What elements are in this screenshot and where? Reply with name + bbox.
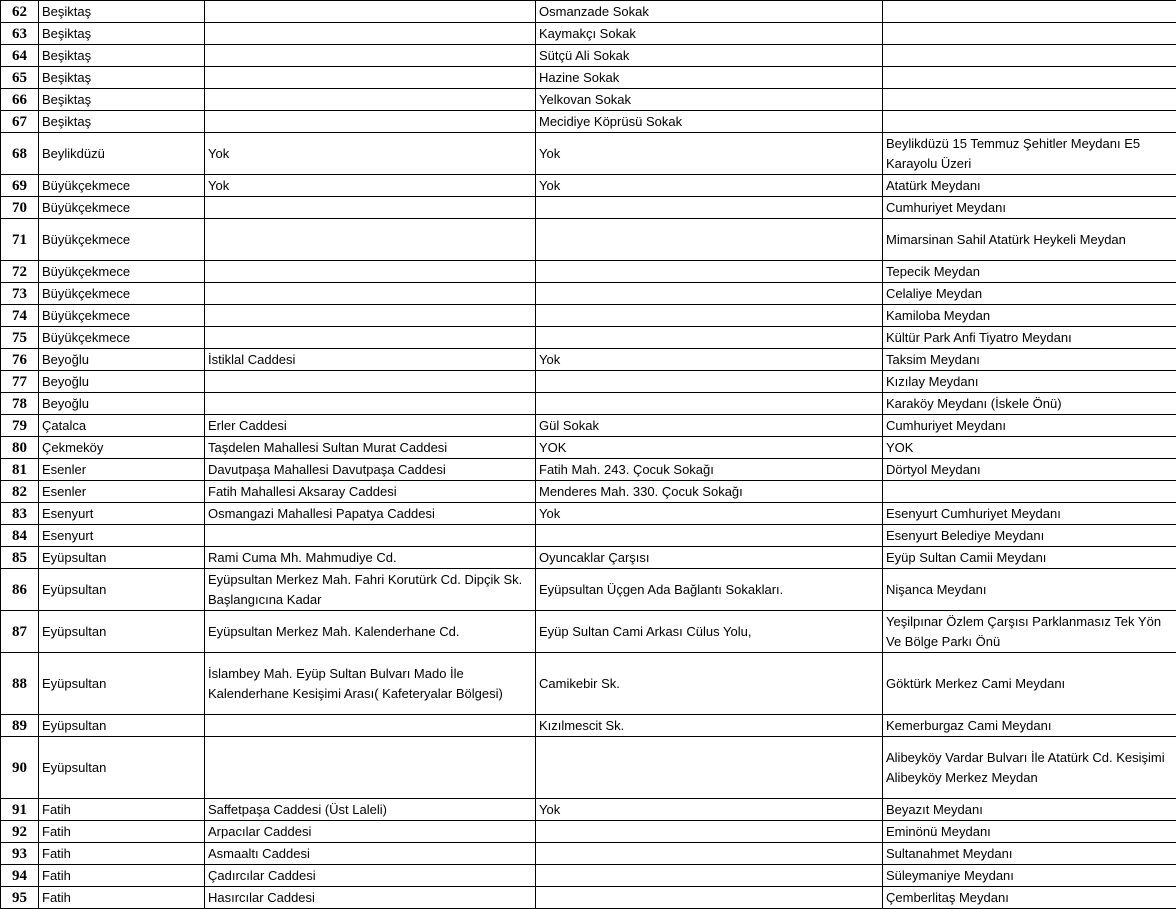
sokak-cell [536,737,883,799]
sokak-cell: YOK [536,437,883,459]
sokak-cell [536,197,883,219]
street-cell [205,23,536,45]
meydan-cell: Çemberlitaş Meydanı [883,887,1176,909]
district-cell: Çatalca [39,415,205,437]
meydan-cell: Esenyurt Cumhuriyet Meydanı [883,503,1176,525]
row-number: 62 [1,1,39,23]
row-number: 70 [1,197,39,219]
row-number: 69 [1,175,39,197]
row-number: 93 [1,843,39,865]
meydan-cell: Taksim Meydanı [883,349,1176,371]
table-row [1,799,1176,821]
street-cell: Eyüpsultan Merkez Mah. Fahri Korutürk Cd. Dipçik Sk. Başlangıcına Kadar [205,569,536,611]
row-number: 81 [1,459,39,481]
table-row [1,327,1176,349]
table-row [1,393,1176,415]
street-cell [205,715,536,737]
sokak-cell: Yok [536,175,883,197]
street-cell [205,283,536,305]
sokak-cell: Yok [536,133,883,175]
table-row [1,111,1176,133]
sokak-cell: Kızılmescit Sk. [536,715,883,737]
street-cell: Arpacılar Caddesi [205,821,536,843]
meydan-cell: Süleymaniye Meydanı [883,865,1176,887]
row-number: 77 [1,371,39,393]
row-number: 79 [1,415,39,437]
sokak-cell [536,219,883,261]
district-cell: Fatih [39,821,205,843]
sokak-cell: Hazine Sokak [536,67,883,89]
meydan-cell: Dörtyol Meydanı [883,459,1176,481]
table-row [1,437,1176,459]
table-row [1,653,1176,715]
table-row [1,261,1176,283]
district-cell: Beşiktaş [39,23,205,45]
row-number: 68 [1,133,39,175]
row-number: 86 [1,569,39,611]
meydan-cell: Sultanahmet Meydanı [883,843,1176,865]
row-number: 85 [1,547,39,569]
street-cell: Yok [205,133,536,175]
row-number: 65 [1,67,39,89]
street-cell [205,67,536,89]
meydan-cell [883,481,1176,503]
district-cell: Esenler [39,481,205,503]
meydan-cell [883,23,1176,45]
sokak-cell [536,305,883,327]
sokak-cell: Oyuncaklar Çarşısı [536,547,883,569]
meydan-cell: Cumhuriyet Meydanı [883,415,1176,437]
table-row [1,459,1176,481]
meydan-cell: Kızılay Meydanı [883,371,1176,393]
meydan-cell: Alibeyköy Vardar Bulvarı İle Atatürk Cd. Kesişimi Alibeyköy Merkez Meydan [883,737,1176,799]
row-number: 75 [1,327,39,349]
meydan-cell: Eminönü Meydanı [883,821,1176,843]
meydan-cell: Kamiloba Meydan [883,305,1176,327]
sokak-cell: Kaymakçı Sokak [536,23,883,45]
meydan-cell: Mimarsinan Sahil Atatürk Heykeli Meydan [883,219,1176,261]
street-cell: Osmangazi Mahallesi Papatya Caddesi [205,503,536,525]
row-number: 90 [1,737,39,799]
table-row [1,865,1176,887]
row-number: 67 [1,111,39,133]
table-row [1,843,1176,865]
sokak-cell [536,525,883,547]
street-cell [205,393,536,415]
district-cell: Esenler [39,459,205,481]
table-row [1,349,1176,371]
table-row [1,569,1176,611]
street-cell [205,327,536,349]
table-row [1,525,1176,547]
street-cell: Davutpaşa Mahallesi Davutpaşa Caddesi [205,459,536,481]
sokak-cell [536,821,883,843]
sokak-cell: Yok [536,503,883,525]
street-cell [205,111,536,133]
sokak-cell: Sütçü Ali Sokak [536,45,883,67]
sokak-cell [536,371,883,393]
street-cell: Hasırcılar Caddesi [205,887,536,909]
district-cell: Beşiktaş [39,45,205,67]
district-cell: Beşiktaş [39,111,205,133]
district-cell: Eyüpsultan [39,653,205,715]
street-cell: Fatih Mahallesi Aksaray Caddesi [205,481,536,503]
sokak-cell [536,393,883,415]
street-cell: Yok [205,175,536,197]
row-number: 88 [1,653,39,715]
table-body [1,1,1176,909]
district-cell: Beyoğlu [39,371,205,393]
sokak-cell [536,865,883,887]
table-row [1,481,1176,503]
table-row [1,219,1176,261]
row-number: 71 [1,219,39,261]
row-number: 76 [1,349,39,371]
street-cell [205,89,536,111]
table-row [1,737,1176,799]
row-number: 91 [1,799,39,821]
district-cell: Çekmeköy [39,437,205,459]
district-cell: Beşiktaş [39,89,205,111]
district-cell: Eyüpsultan [39,715,205,737]
sokak-cell [536,327,883,349]
meydan-cell: Yeşilpınar Özlem Çarşısı Parklanmasız Tek Yön Ve Bölge Parkı Önü [883,611,1176,653]
district-cell: Eyüpsultan [39,611,205,653]
street-cell: Taşdelen Mahallesi Sultan Murat Caddesi [205,437,536,459]
district-cell: Büyükçekmece [39,283,205,305]
meydan-cell [883,45,1176,67]
street-cell [205,371,536,393]
meydan-cell: Atatürk Meydanı [883,175,1176,197]
meydan-cell: Karaköy Meydanı (İskele Önü) [883,393,1176,415]
street-cell: Çadırcılar Caddesi [205,865,536,887]
district-cell: Esenyurt [39,503,205,525]
district-cell: Eyüpsultan [39,547,205,569]
district-cell: Eyüpsultan [39,737,205,799]
district-cell: Fatih [39,843,205,865]
meydan-cell: Celaliye Meydan [883,283,1176,305]
street-cell: İslambey Mah. Eyüp Sultan Bulvarı Mado İle Kalenderhane Kesişimi Arası( Kafeteryalar Bölgesi) [205,653,536,715]
table-row [1,415,1176,437]
row-number: 64 [1,45,39,67]
street-cell: Rami Cuma Mh. Mahmudiye Cd. [205,547,536,569]
street-cell [205,737,536,799]
district-cell: Büyükçekmece [39,261,205,283]
table-row [1,547,1176,569]
table-row [1,821,1176,843]
row-number: 87 [1,611,39,653]
row-number: 66 [1,89,39,111]
table-row [1,133,1176,175]
row-number: 73 [1,283,39,305]
meydan-cell [883,111,1176,133]
table-row [1,305,1176,327]
table-row [1,283,1176,305]
row-number: 74 [1,305,39,327]
row-number: 89 [1,715,39,737]
row-number: 92 [1,821,39,843]
sokak-cell: Osmanzade Sokak [536,1,883,23]
row-number: 80 [1,437,39,459]
meydan-cell [883,67,1176,89]
meydan-cell: Beyazıt Meydanı [883,799,1176,821]
meydan-cell: Beylikdüzü 15 Temmuz Şehitler Meydanı E5 Karayolu Üzeri [883,133,1176,175]
street-cell [205,1,536,23]
sokak-cell [536,283,883,305]
street-cell [205,305,536,327]
meydan-cell: YOK [883,437,1176,459]
table-row [1,1,1176,23]
row-number: 95 [1,887,39,909]
street-cell: Saffetpaşa Caddesi (Üst Laleli) [205,799,536,821]
district-cell: Beyoğlu [39,393,205,415]
street-cell: Asmaaltı Caddesi [205,843,536,865]
sokak-cell: Eyüp Sultan Cami Arkası Cülus Yolu, [536,611,883,653]
table-row [1,197,1176,219]
sokak-cell [536,887,883,909]
sokak-cell [536,843,883,865]
district-cell: Fatih [39,865,205,887]
table-row [1,611,1176,653]
street-cell [205,197,536,219]
sokak-cell: Mecidiye Köprüsü Sokak [536,111,883,133]
row-number: 84 [1,525,39,547]
district-cell: Beşiktaş [39,67,205,89]
sokak-cell: Eyüpsultan Üçgen Ada Bağlantı Sokakları. [536,569,883,611]
table-row [1,89,1176,111]
meydan-cell [883,1,1176,23]
table-row [1,887,1176,909]
meydan-cell [883,89,1176,111]
table-row [1,503,1176,525]
street-cell: İstiklal Caddesi [205,349,536,371]
district-cell: Büyükçekmece [39,197,205,219]
street-cell: Eyüpsultan Merkez Mah. Kalenderhane Cd. [205,611,536,653]
street-cell [205,261,536,283]
district-cell: Fatih [39,799,205,821]
meydan-cell: Kemerburgaz Cami Meydanı [883,715,1176,737]
row-number: 72 [1,261,39,283]
district-cell: Büyükçekmece [39,327,205,349]
sokak-cell: Gül Sokak [536,415,883,437]
district-cell: Fatih [39,887,205,909]
table-row [1,23,1176,45]
row-number: 94 [1,865,39,887]
sokak-cell [536,261,883,283]
meydan-cell: Nişanca Meydanı [883,569,1176,611]
row-number: 63 [1,23,39,45]
sokak-cell: Yok [536,799,883,821]
sokak-cell: Fatih Mah. 243. Çocuk Sokağı [536,459,883,481]
district-cell: Beyoğlu [39,349,205,371]
district-cell: Büyükçekmece [39,305,205,327]
meydan-cell: Göktürk Merkez Cami Meydanı [883,653,1176,715]
row-number: 83 [1,503,39,525]
district-cell: Beylikdüzü [39,133,205,175]
meydan-cell: Tepecik Meydan [883,261,1176,283]
table-row [1,175,1176,197]
table-row [1,45,1176,67]
sokak-cell: Yelkovan Sokak [536,89,883,111]
row-number: 82 [1,481,39,503]
street-cell [205,525,536,547]
row-number: 78 [1,393,39,415]
table-row [1,67,1176,89]
meydan-cell: Esenyurt Belediye Meydanı [883,525,1176,547]
district-cell: Büyükçekmece [39,219,205,261]
table-row [1,715,1176,737]
sokak-cell: Yok [536,349,883,371]
street-cell [205,219,536,261]
district-cell: Eyüpsultan [39,569,205,611]
meydan-cell: Eyüp Sultan Camii Meydanı [883,547,1176,569]
district-cell: Esenyurt [39,525,205,547]
sokak-cell: Camikebir Sk. [536,653,883,715]
meydan-cell: Cumhuriyet Meydanı [883,197,1176,219]
sokak-cell: Menderes Mah. 330. Çocuk Sokağı [536,481,883,503]
table-row [1,371,1176,393]
district-cell: Büyükçekmece [39,175,205,197]
meydan-cell: Kültür Park Anfi Tiyatro Meydanı [883,327,1176,349]
district-cell: Beşiktaş [39,1,205,23]
street-cell: Erler Caddesi [205,415,536,437]
street-cell [205,45,536,67]
